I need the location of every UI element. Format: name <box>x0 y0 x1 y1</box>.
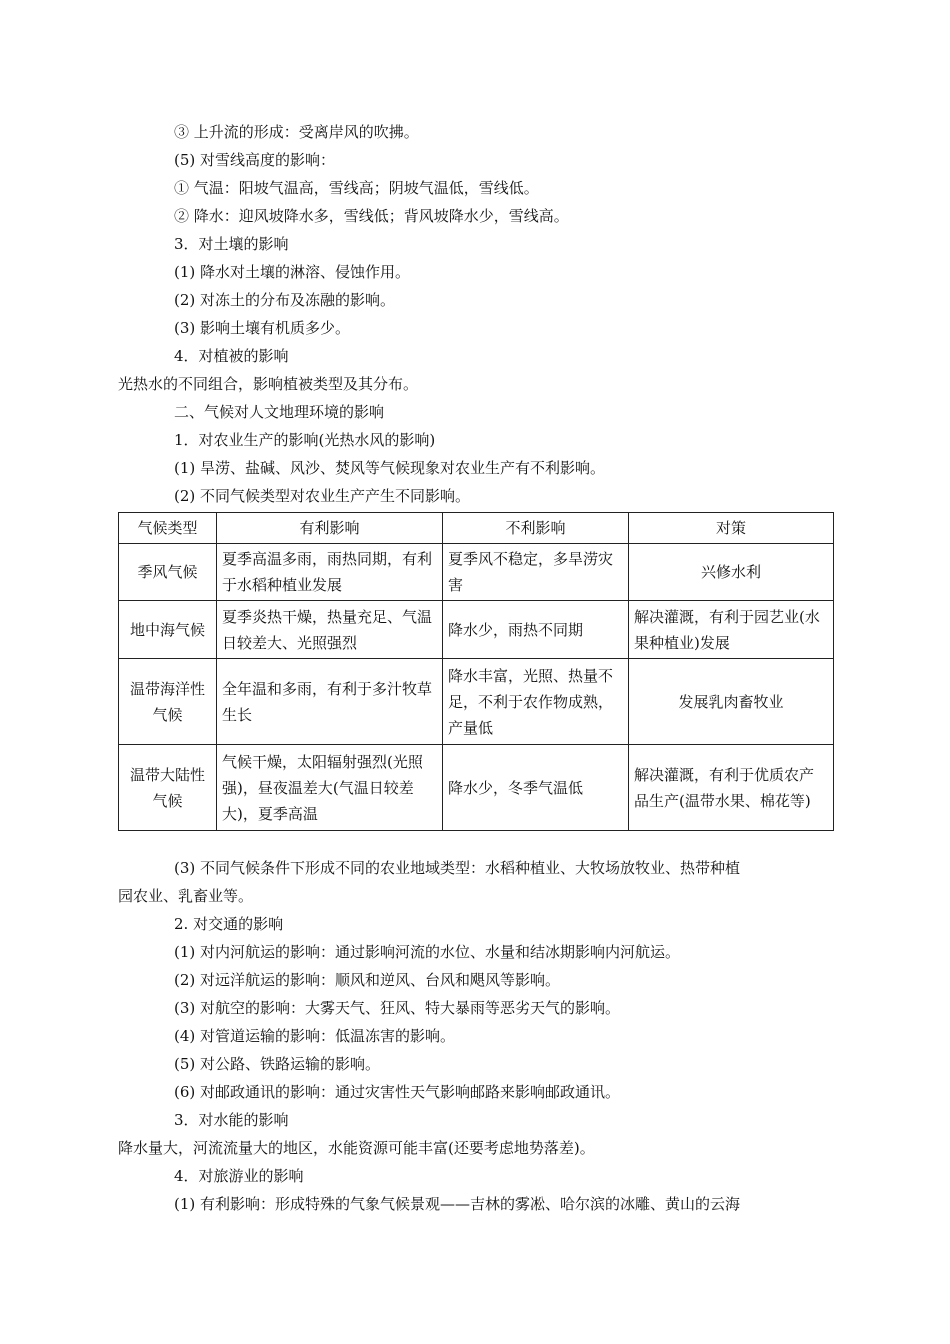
table-cell: 夏季高温多雨，雨热同期，有利于水稻种植业发展 <box>217 544 443 601</box>
table-cell: 季风气候 <box>119 544 217 601</box>
table-row <box>119 601 834 659</box>
text-line: (3) 对航空的影响：大雾天气、狂风、特大暴雨等恶劣天气的影响。 <box>174 999 621 1017</box>
table-cell: 降水少，雨热不同期 <box>443 601 629 659</box>
section-heading: 4．对旅游业的影响 <box>174 1167 304 1185</box>
text-line: 光热水的不同组合，影响植被类型及其分布。 <box>118 375 419 393</box>
table-row <box>119 659 834 745</box>
table-header: 有利影响 <box>217 513 443 544</box>
text-line: (1) 降水对土壤的淋溶、侵蚀作用。 <box>174 263 411 281</box>
table-cell: 气候干燥，太阳辐射强烈(光照强)，昼夜温差大(气温日较差大)，夏季高温 <box>217 745 443 831</box>
text-line: ② 降水：迎风坡降水多，雪线低；背风坡降水少，雪线高。 <box>174 207 569 225</box>
table-cell: 夏季风不稳定，多旱涝灾害 <box>443 544 629 601</box>
table-header-row <box>119 513 834 544</box>
section-heading: 3．对土壤的影响 <box>174 235 289 253</box>
table-cell: 解决灌溉，有利于优质农产品生产(温带水果、棉花等) <box>629 745 834 831</box>
section-heading: 1．对农业生产的影响(光热水风的影响) <box>174 431 436 449</box>
text-line: (6) 对邮政通讯的影响：通过灾害性天气影响邮路来影响邮政通讯。 <box>174 1083 621 1101</box>
text-line: 园农业、乳畜业等。 <box>118 887 254 905</box>
text-line: (1) 有利影响：形成特殊的气象气候景观——吉林的雾凇、哈尔滨的冰雕、黄山的云海 <box>174 1195 741 1213</box>
text-line: (5) 对雪线高度的影响： <box>174 151 336 169</box>
table-header: 对策 <box>629 513 834 544</box>
text-line: (1) 对内河航运的影响：通过影响河流的水位、水量和结冰期影响内河航运。 <box>174 943 681 961</box>
text-line: (4) 对管道运输的影响：低温冻害的影响。 <box>174 1027 456 1045</box>
text-line: ① 气温：阳坡气温高，雪线高；阴坡气温低，雪线低。 <box>174 179 539 197</box>
section-heading: 2. 对交通的影响 <box>174 915 284 933</box>
text-line: 降水量大，河流流量大的地区，水能资源可能丰富(还要考虑地势落差)。 <box>118 1139 595 1157</box>
section-heading: 3．对水能的影响 <box>174 1111 289 1129</box>
section-heading: 4．对植被的影响 <box>174 347 289 365</box>
table-cell: 解决灌溉，有利于园艺业(水果种植业)发展 <box>629 601 834 659</box>
table-cell: 全年温和多雨，有利于多汁牧草生长 <box>217 659 443 745</box>
text-line: (1) 旱涝、盐碱、风沙、焚风等气候现象对农业生产有不利影响。 <box>174 459 606 477</box>
table-cell: 温带大陆性气候 <box>119 745 217 831</box>
text-line: (3) 影响土壤有机质多少。 <box>174 319 351 337</box>
table-cell: 地中海气候 <box>119 601 217 659</box>
table-row <box>119 745 834 831</box>
chapter-heading: 二、气候对人文地理环境的影响 <box>174 403 385 421</box>
table-header: 气候类型 <box>119 513 217 544</box>
text-line: (5) 对公路、铁路运输的影响。 <box>174 1055 381 1073</box>
text-line: (2) 对冻土的分布及冻融的影响。 <box>174 291 396 309</box>
text-line: (2) 不同气候类型对农业生产产生不同影响。 <box>174 487 471 505</box>
table-row <box>119 544 834 601</box>
table-cell: 温带海洋性气候 <box>119 659 217 745</box>
climate-agriculture-table <box>118 512 834 831</box>
table-cell: 夏季炎热干燥，热量充足、气温日较差大、光照强烈 <box>217 601 443 659</box>
table-cell: 降水少，冬季气温低 <box>443 745 629 831</box>
table-header: 不利影响 <box>443 513 629 544</box>
table-cell: 降水丰富，光照、热量不足，不利于农作物成熟，产量低 <box>443 659 629 745</box>
table-cell: 兴修水利 <box>629 544 834 601</box>
text-line: (3) 不同气候条件下形成不同的农业地域类型：水稻种植业、大牧场放牧业、热带种植 <box>174 859 741 877</box>
table-cell: 发展乳肉畜牧业 <box>629 659 834 745</box>
text-line: (2) 对远洋航运的影响：顺风和逆风、台风和飓风等影响。 <box>174 971 561 989</box>
text-line: ③ 上升流的形成：受离岸风的吹拂。 <box>174 123 419 141</box>
